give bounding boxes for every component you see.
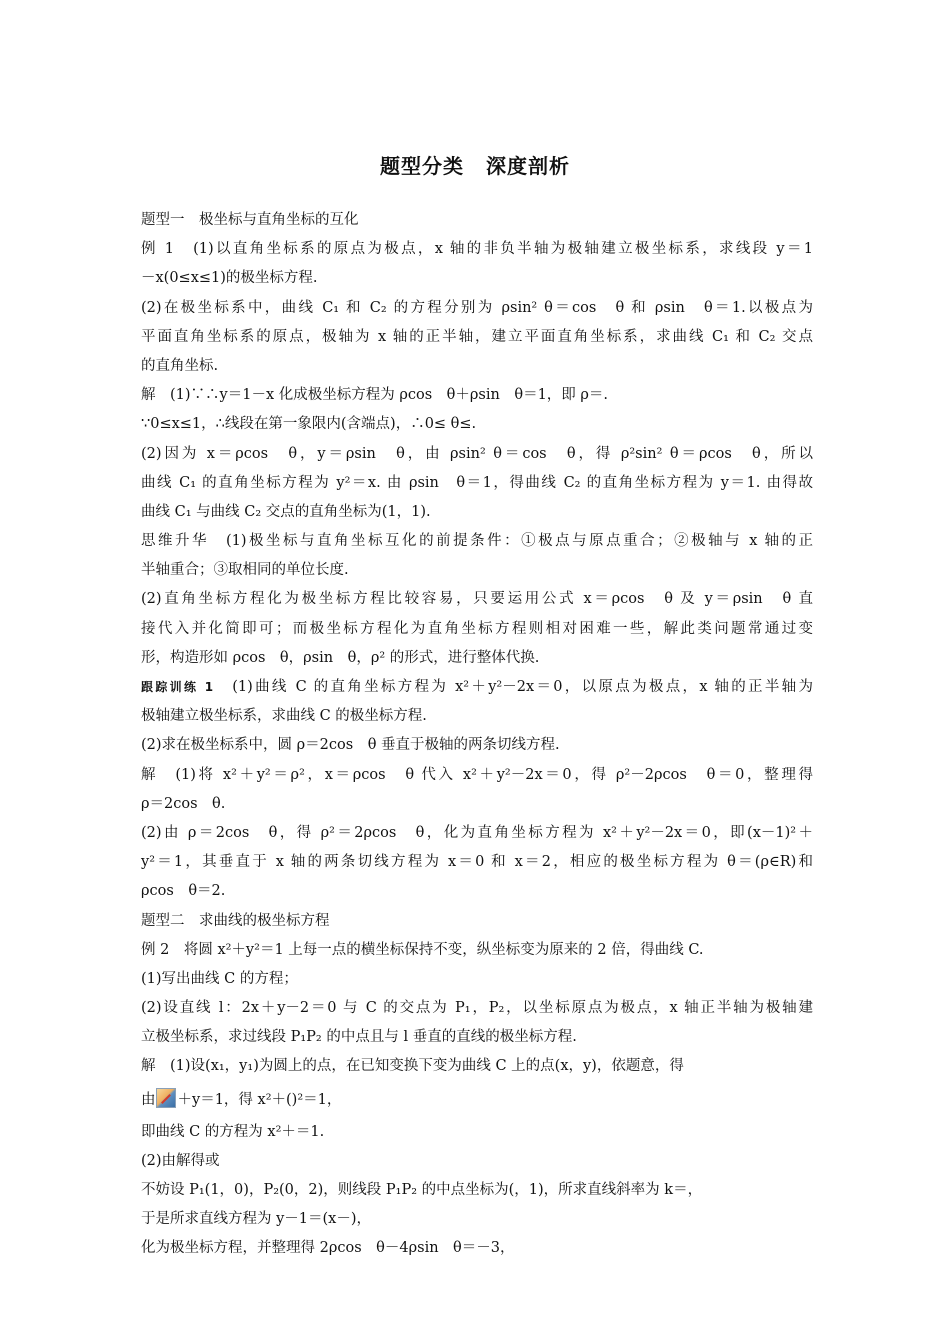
text-line: [141, 731, 813, 760]
text-line: [141, 965, 813, 994]
text-line: [141, 1234, 813, 1263]
text-line: [141, 1023, 813, 1052]
text-line: [141, 848, 813, 877]
text-line: [141, 556, 813, 585]
text-line: [141, 323, 813, 352]
text-line: [141, 877, 813, 906]
line-text: y²＝1，其垂直于 x 轴的两条切线方程为 x＝0 和 x＝2，相应的极坐标方程为 θ＝(ρ∈R)和: [141, 854, 813, 871]
text-line: [141, 907, 813, 936]
line-text: 曲线 C₁ 的直角坐标方程为 y²＝x. 由 ρsin θ＝1，得曲线 C₂ 的直角坐标方程为 y＝1. 由得故: [141, 474, 813, 491]
line-text: 解 (1)将 x²＋y²＝ρ²，x＝ρcos θ 代入 x²＋y²－2x＝0，得 ρ²－2ρcos θ＝0，整理得: [141, 766, 813, 783]
line-text: ∵0≤x≤1，∴线段在第一象限内(含端点)，∴0≤ θ≤.: [141, 416, 477, 433]
text-line: [141, 469, 813, 498]
line-text: 题型二 求曲线的极坐标方程: [141, 912, 330, 929]
line-text: 不妨设 P₁(1，0)，P₂(0，2)，则线段 P₁P₂ 的中点坐标为(，1)，所求直线斜率为 k＝，: [141, 1182, 703, 1198]
text-line: [141, 761, 813, 790]
text-line: [141, 1052, 813, 1081]
text-line: [141, 440, 813, 469]
line-prefix: 由: [141, 1091, 156, 1108]
text-line: [141, 352, 813, 381]
text-line: [141, 936, 813, 965]
text-line: [141, 235, 813, 264]
line-text: (2)因为 x＝ρcos θ，y＝ρsin θ，由 ρsin² θ＝cos θ，得 ρ²sin² θ＝ρcos θ，所以: [141, 445, 813, 462]
text-line: [141, 994, 813, 1023]
text-line: [141, 585, 813, 614]
line-text: ρ＝2cos θ.: [141, 795, 226, 812]
line-text: ρcos θ＝2.: [141, 883, 226, 900]
line-text: 例 2 将圆 x²＋y²＝1 上每一点的横坐标保持不变，纵坐标变为原来的 2 倍，得曲线 C.: [141, 941, 704, 958]
title-part-1: 题型分类: [380, 154, 464, 178]
line-text: 例 1 (1)以直角坐标系的原点为极点，x 轴的非负半轴为极轴建立极坐标系，求线段 y＝1: [141, 241, 813, 258]
line-text: (1)曲线 C 的直角坐标方程为 x²＋y²－2x＝0，以原点为极点，x 轴的正半轴为: [213, 679, 813, 695]
document-body: [141, 206, 813, 1264]
text-line: [141, 1118, 813, 1147]
line-text: －x(0≤x≤1)的极坐标方程.: [141, 270, 318, 287]
text-line: [141, 264, 813, 293]
text-line: [141, 673, 813, 702]
text-line: [141, 527, 813, 556]
line-text: 的直角坐标.: [141, 357, 219, 374]
line-text: 形，构造形如 ρcos θ，ρsin θ，ρ² 的形式，进行整体代换.: [141, 649, 540, 666]
text-line: [141, 294, 813, 323]
line-text: (2)直角坐标方程化为极坐标方程比较容易，只要运用公式 x＝ρcos θ 及 y＝ρsin θ 直: [141, 591, 813, 608]
title-part-2: 深度剖析: [486, 154, 570, 178]
line-text: 即曲线 C 的方程为 x²＋＝1.: [141, 1123, 325, 1140]
text-line: [141, 1176, 813, 1205]
text-line: [141, 410, 813, 439]
text-line: [141, 790, 813, 819]
text-line: [141, 381, 813, 410]
line-text: 思维升华 (1)极坐标与直角坐标互化的前提条件：①极点与原点重合；②极轴与 x 轴的正: [141, 533, 813, 550]
line-text: 半轴重合；③取相同的单位长度.: [141, 562, 349, 579]
text-line: [141, 615, 813, 644]
line-text: 解 (1)设(x₁，y₁)为圆上的点，在已知变换下变为曲线 C 上的点(x，y)，依题意，得: [141, 1058, 684, 1075]
text-line: [141, 644, 813, 673]
line-text: 接代入并化简即可；而极坐标方程化为直角坐标方程则相对困难一些，解此类问题常通过变: [141, 620, 813, 637]
line-text: 平面直角坐标系的原点，极轴为 x 轴的正半轴，建立平面直角坐标系，求曲线 C₁ 和 C₂ 交点: [141, 328, 813, 345]
line-text: ＋y＝1，得 x²＋()²＝1，: [177, 1091, 342, 1108]
page-title: [0, 150, 950, 179]
text-line: [141, 498, 813, 527]
line-text: 极轴建立极坐标系，求曲线 C 的极坐标方程.: [141, 708, 427, 725]
line-text: 解 (1)∵∴y＝1－x 化成极坐标方程为 ρcos θ＋ρsin θ＝1，即 ρ＝.: [141, 387, 609, 404]
image-placeholder-icon: [156, 1088, 176, 1108]
text-line: [141, 1082, 813, 1118]
text-line: [141, 702, 813, 731]
text-line: [141, 819, 813, 848]
text-line: [141, 1147, 813, 1176]
text-line: [141, 206, 813, 235]
line-text: (2)求在极坐标系中，圆 ρ＝2cos θ 垂直于极轴的两条切线方程.: [141, 737, 560, 754]
exercise-tag: 跟踪训练 1: [141, 680, 214, 694]
line-text: 立极坐标系，求过线段 P₁P₂ 的中点且与 l 垂直的直线的极坐标方程.: [141, 1029, 577, 1046]
line-text: (2)在极坐标系中，曲线 C₁ 和 C₂ 的方程分别为 ρsin² θ＝cos θ 和 ρsin θ＝1.以极点为: [141, 299, 813, 316]
line-text: 题型一 极坐标与直角坐标的互化: [141, 212, 359, 228]
line-text: (2)由解得或: [141, 1152, 220, 1169]
line-text: 曲线 C₁ 与曲线 C₂ 交点的直角坐标为(1，1).: [141, 503, 431, 520]
line-text: (1)写出曲线 C 的方程；: [141, 970, 298, 987]
line-text: 化为极坐标方程，并整理得 2ρcos θ－4ρsin θ＝－3，: [141, 1240, 515, 1257]
line-text: 于是所求直线方程为 y－1＝(x－)，: [141, 1211, 372, 1228]
text-line: [141, 1205, 813, 1234]
line-text: (2)设直线 l：2x＋y－2＝0 与 C 的交点为 P₁，P₂，以坐标原点为极点，x 轴正半轴为极轴建: [141, 1000, 813, 1017]
line-text: (2)由 ρ＝2cos θ，得 ρ²＝2ρcos θ，化为直角坐标方程为 x²＋y²－2x＝0，即(x－1)²＋: [141, 824, 813, 841]
